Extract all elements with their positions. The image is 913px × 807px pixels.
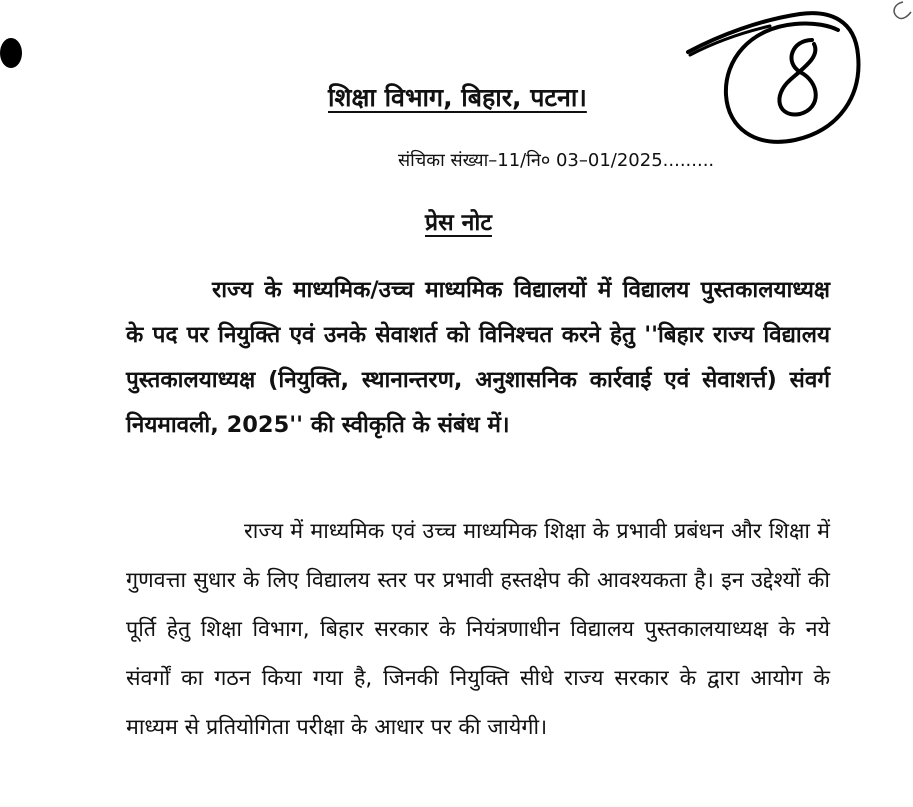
subject-paragraph: राज्य के माध्यमिक/उच्च माध्यमिक विद्यालयों में विद्यालय पुस्तकालयाध्यक्ष के पद पर नियुक्ति एवं उनके सेवाशर्त को विनिश्चत करने हेतु ''बिहार राज्य विद्यालय पुस्तकालयाध्यक्ष (नियुक्ति, स्थानान्तरण, अनुशासनिक कार्रवाई एवं सेवाशर्त्त) संवर्ग नियमावली, 2025'' की स्वीकृति के संबंध में। [126,277,830,438]
handwritten-circled-number [680,0,880,160]
body-paragraph: राज्य में माध्यमिक एवं उच्च माध्यमिक शिक्षा के प्रभावी प्रबंधन और शिक्षा में गुणवत्ता सुधार के लिए विद्यालय स्तर पर प्रभावी हस्तक्षेप की आवश्यकता है। इन उद्देश्यों की पूर्ति हेतु शिक्षा विभाग, बिहार सरकार के नियंत्रणाधीन विद्यालय पुस्तकालयाध्यक्ष के नये संवर्गों का गठन किया गया है, जिनकी नियुक्ति सीधे राज्य सरकार के द्वारा आयोग के माध्यम से प्रतियोगिता परीक्षा के आधार पर की जायेगी। [126,519,830,740]
punch-hole-mark [0,38,22,68]
handwritten-number-value: 8 [680,0,681,1]
department-title: शिक्षा विभाग, बिहार, पटना। [328,83,587,112]
file-reference-number: संचिका संख्या–11/नि० 03–01/2025......... [398,150,715,171]
press-note-heading: प्रेस नोट [425,210,492,236]
